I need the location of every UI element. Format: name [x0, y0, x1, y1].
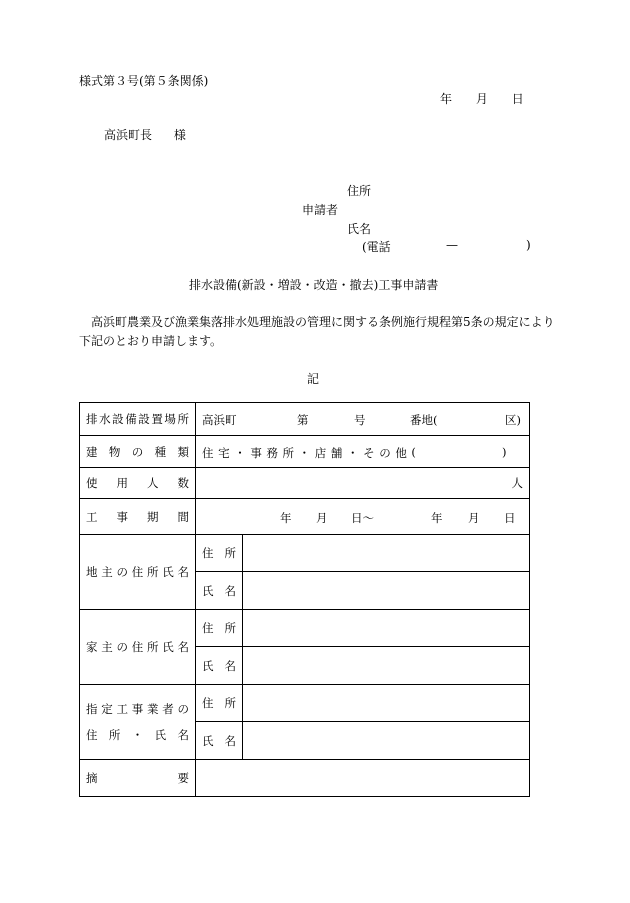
sub-label-address: [196, 610, 243, 647]
table-row-period: [80, 499, 530, 535]
date-day-label: 日: [511, 92, 524, 106]
value-location[interactable]: [196, 403, 530, 436]
label-char: 地: [86, 565, 98, 579]
label-char: 要: [177, 771, 189, 785]
label-char: 住: [131, 565, 144, 579]
form-number: 様式第３号(第５条関係): [79, 74, 209, 88]
date-year-label: 年: [440, 92, 453, 106]
label-char: 所: [282, 445, 295, 460]
label-char: 他: [395, 445, 407, 460]
label-char: 名: [224, 733, 236, 748]
label-char: 設: [112, 412, 124, 426]
label-char: 業: [147, 702, 159, 716]
label-char: 事: [116, 509, 128, 524]
label-char: 期: [147, 509, 159, 524]
table-row-location: [80, 403, 530, 436]
table-row-houseowner-address: [80, 610, 530, 647]
label-char: 物: [108, 444, 121, 459]
label-char: 店: [314, 445, 327, 460]
label-houseowner: [80, 610, 196, 685]
label-users: [80, 468, 196, 499]
label-char: 住: [86, 728, 98, 742]
label-char: 住: [202, 445, 214, 460]
label-char: 氏: [162, 565, 174, 579]
period-end-day: 日: [504, 510, 516, 525]
label-char: ・: [298, 445, 311, 460]
label-char: の: [379, 445, 391, 460]
location-go: 号: [354, 413, 366, 427]
label-char: の: [131, 444, 144, 459]
sub-label-name: [196, 722, 243, 760]
label-char: 用: [116, 476, 128, 490]
label-char: 名: [177, 565, 189, 579]
label-char: 指: [86, 702, 98, 716]
label-char: ・: [234, 445, 246, 460]
label-char: そ: [363, 445, 375, 460]
label-char: 工: [116, 702, 128, 716]
label-char: 工: [86, 509, 98, 524]
label-char: 間: [177, 509, 189, 524]
label-char: 家: [86, 640, 98, 654]
application-table: [79, 402, 530, 797]
value-users[interactable]: [196, 468, 530, 499]
table-row-building: [80, 436, 530, 468]
label-char: 事: [250, 445, 262, 460]
label-location: [80, 403, 196, 436]
sub-label-name: [196, 647, 243, 685]
label-char: 類: [177, 444, 189, 459]
ki-heading: 記: [307, 372, 320, 386]
location-banchi: 番地(: [410, 413, 438, 427]
addressee: [104, 126, 186, 143]
label-building: [80, 436, 196, 468]
contractor-name-field[interactable]: [243, 722, 530, 760]
applicant-name-label: 氏名: [347, 222, 372, 236]
applicant-address-label: 住所: [347, 184, 372, 198]
label-char: の: [116, 640, 128, 654]
value-period[interactable]: [196, 499, 530, 535]
label-char: 使: [86, 476, 98, 490]
label-char: 所: [177, 412, 189, 426]
label-char: ・: [346, 445, 359, 460]
location-ku: 区): [505, 413, 521, 427]
landowner-address-field[interactable]: [243, 535, 530, 572]
label-char: (: [411, 444, 416, 459]
landowner-name-field[interactable]: [243, 572, 530, 610]
label-char: 住: [131, 640, 144, 654]
location-dai: 第: [297, 413, 309, 427]
label-landowner: [80, 535, 196, 610]
label-char: 置: [151, 412, 163, 426]
users-unit: 人: [511, 476, 523, 490]
value-building[interactable]: [196, 436, 530, 468]
label-remarks: [80, 760, 196, 797]
label-char: 種: [154, 444, 167, 459]
addressee-honorific: 様: [173, 128, 186, 142]
table-row-remarks: [80, 760, 530, 797]
label-period: [80, 499, 196, 535]
sub-label-address: [196, 535, 243, 572]
label-char: 名: [224, 583, 236, 598]
sub-label-name: [196, 572, 243, 610]
label-char: 設: [138, 412, 150, 426]
label-char: 数: [177, 476, 189, 490]
label-char: 氏: [202, 733, 214, 748]
label-char: 氏: [162, 640, 174, 654]
label-char: 舗: [330, 445, 343, 460]
applicant-phone-close: ): [526, 238, 531, 252]
label-char: 排: [86, 412, 98, 426]
label-char: 者: [162, 702, 174, 716]
table-row-landowner-address: [80, 535, 530, 572]
label-char: 所: [147, 640, 159, 654]
label-char: 事: [131, 702, 144, 716]
period-start-day: 日〜: [351, 510, 374, 525]
applicant-phone-open: (電話: [362, 240, 391, 254]
label-char: 所: [147, 565, 159, 579]
table-row-users: [80, 468, 530, 499]
label-char: 水: [99, 412, 111, 426]
label-char: 氏: [202, 658, 214, 673]
label-char: 宅: [218, 445, 230, 460]
label-char: 名: [177, 728, 189, 742]
date-month-label: 月: [475, 92, 488, 106]
label-char: 氏: [154, 728, 167, 742]
label-char: 主: [101, 565, 113, 579]
building-options: [202, 445, 416, 461]
contractor-address-field[interactable]: [243, 685, 530, 722]
label-char: 氏: [202, 583, 214, 598]
applicant-label: 申請者: [302, 203, 339, 217]
label-char: 住: [202, 546, 214, 560]
period-end-year: 年: [431, 510, 443, 525]
sub-label-address: [196, 685, 243, 722]
addressee-name: 高浜町長: [104, 128, 153, 142]
table-row-contractor-address: [80, 685, 530, 722]
label-char: 名: [224, 658, 236, 673]
period-start-month: 月: [316, 510, 328, 525]
label-char: 建: [86, 444, 98, 459]
document-title: 排水設備(新設・増設・改造・撤去)工事申請書: [189, 278, 439, 292]
period-start-year: 年: [280, 510, 292, 525]
label-char: 主: [101, 640, 113, 654]
body-text-line2: 下記のとおり申請します。: [79, 334, 223, 348]
label-char: 住: [202, 621, 214, 635]
label-char: 摘: [86, 771, 98, 785]
applicant-phone-dash: —: [446, 238, 458, 252]
label-char: 所: [224, 546, 236, 560]
remarks-field[interactable]: [196, 760, 530, 797]
location-town: 高浜町: [202, 413, 237, 427]
label-char: 備: [125, 412, 137, 426]
label-char: の: [177, 702, 189, 716]
label-char: 務: [266, 445, 278, 460]
label-char: ・: [131, 728, 144, 742]
period-end-month: 月: [468, 510, 480, 525]
body-text-line1: 高浜町農業及び漁業集落排水処理施設の管理に関する条例施行規程第5条の規定により: [91, 315, 555, 329]
label-contractor: [80, 685, 196, 760]
label-char: 住: [202, 696, 214, 710]
building-close-paren: ): [502, 444, 507, 459]
label-char: 所: [108, 728, 121, 742]
houseowner-name-field[interactable]: [243, 647, 530, 685]
label-char: 名: [177, 640, 189, 654]
label-char: 定: [101, 702, 113, 716]
date-line: [440, 90, 524, 107]
label-char: 場: [164, 412, 176, 426]
label-char: 所: [224, 696, 236, 710]
label-char: の: [116, 565, 128, 579]
label-char: 所: [224, 621, 236, 635]
houseowner-address-field[interactable]: [243, 610, 530, 647]
label-char: 人: [147, 476, 159, 490]
